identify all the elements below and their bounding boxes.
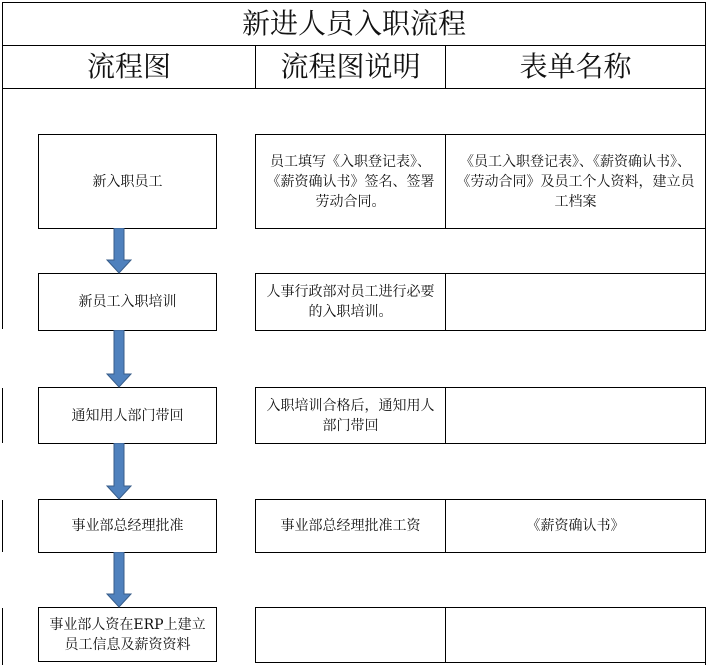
flow-arrow-3 — [106, 443, 132, 500]
form-cell: 《员工入职登记表》、《薪资确认书》、《劳动合同》及员工个人资料，建立员工档案 — [445, 134, 706, 229]
header-description: 流程图说明 — [255, 45, 446, 89]
arrow-down-icon — [107, 443, 131, 499]
left-border-segment — [2, 89, 3, 329]
form-cell: 《薪资确认书》 — [445, 499, 706, 553]
form-cell — [445, 387, 706, 444]
form-cell — [445, 607, 706, 663]
header-flowchart: 流程图 — [2, 45, 256, 89]
flow-step-training: 新员工入职培训 — [38, 273, 217, 331]
flow-arrow-4 — [106, 552, 132, 608]
form-cell — [445, 273, 706, 331]
header-form-name: 表单名称 — [445, 45, 706, 89]
page-title: 新进人员入职流程 — [2, 2, 706, 46]
description-cell: 人事行政部对员工进行必要的入职培训。 — [255, 273, 446, 331]
description-cell: 员工填写《入职登记表》、《薪资确认书》签名、签署劳动合同。 — [255, 134, 446, 229]
flow-step-gm-approval: 事业部总经理批准 — [38, 499, 217, 553]
left-border-segment — [2, 500, 3, 552]
flow-arrow-2 — [106, 330, 132, 388]
left-border-segment — [2, 388, 3, 443]
arrow-down-icon — [107, 330, 131, 387]
left-border-segment — [2, 608, 3, 665]
flow-step-new-employee: 新入职员工 — [38, 134, 217, 229]
description-cell: 事业部总经理批准工资 — [255, 499, 446, 553]
description-cell: 入职培训合格后，通知用人部门带回 — [255, 387, 446, 444]
flow-arrow-1 — [106, 228, 132, 274]
arrow-down-icon — [107, 228, 131, 273]
arrow-down-icon — [107, 552, 131, 607]
flow-step-erp-entry: 事业部人资在ERP上建立员工信息及薪资资料 — [38, 607, 217, 662]
flow-step-notify-department: 通知用人部门带回 — [38, 387, 217, 444]
description-cell — [255, 607, 446, 663]
